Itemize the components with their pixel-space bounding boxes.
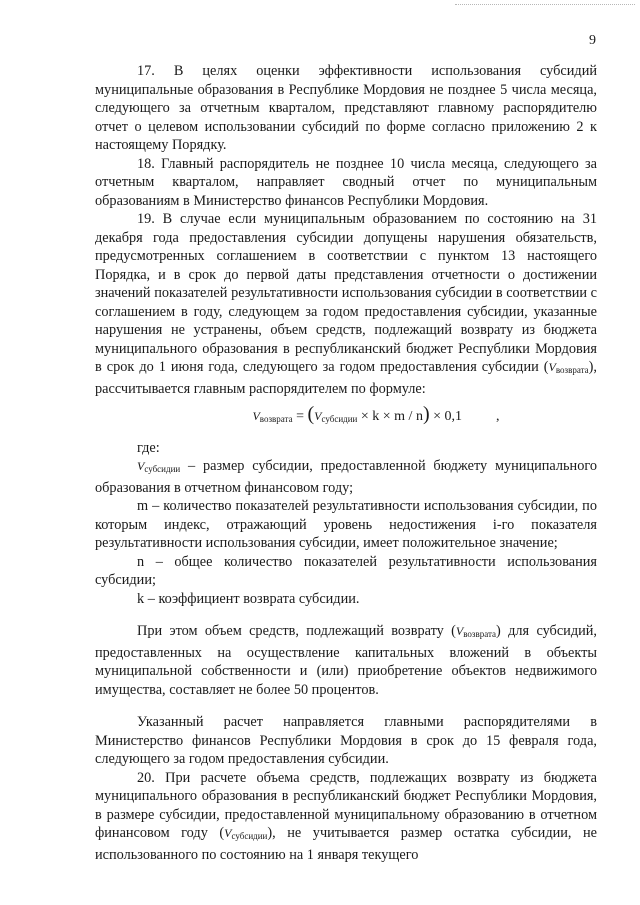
definition-m: m – количество показателей результативности использования субсидии, по которым индекс, отражающий уровень недостижения i-го показателя результативности использования субсидии, имеет положительное значение; <box>95 498 597 551</box>
formula-sub-return: возврата <box>259 414 293 424</box>
paragraph-18: 18. Главный распорядитель не позднее 10 числа месяца, следующего за отчетным кварталом, направляет сводный отчет по муниципальным образованиям в Министерство финансов Республики Мордовия. <box>95 155 597 209</box>
formula-eq: = <box>292 409 308 424</box>
definition-v-subsidy: $V_{субсидии}$ – размер субсидии, предоставленной бюджету муниципального образования в отчетном финансовом году; <box>95 458 597 496</box>
formula-v: V <box>252 409 260 423</box>
paragraph-19-text: 19. В случае если муниципальным образованием по состоянию на 31 декабря года предоставления субсидии допущены нарушения обязательств, предусмотренных соглашением в соответствии с пунктом 13 настоящего Порядка, и в срок до первой даты представления отчетности о достижении значений показателей результативности использования субсидии в соответствии с соглашением в году, следующем за годом предоставления субсидии, указанные нарушения не устранены, объем средств, подлежащий возврату из бюджета муниципального образования в республиканский бюджет Республики Мордовия в срок до 1 июня года, следующего за годом предоставления субсидии <box>95 211 597 375</box>
paragraph-capital-investment: При этом объем средств, подлежащий возврату $(V_{возврата})$ для субсидий, предоставленных на осуществление капитальных вложений в объекты муниципальной собственности и (или) приобретение объектов недвижимого имущества, составляет не более 50 процентов. <box>95 623 597 698</box>
spacer <box>95 608 597 622</box>
return-formula <box>95 404 597 429</box>
paragraph-20: 20. При расчете объема средств, подлежащих возврату из бюджета муниципального образования в республиканский бюджет Республики Мордовия, в размере субсидии, предоставленной муниципальному образованию в отчетном финансовом году $(V_{субсидии})$, не учитывается размер остатка субсидии, не использованного по состоянию на 1 января текущего <box>95 769 598 863</box>
formula-mid: × k × m / n <box>357 409 423 424</box>
formula-rparen: ) <box>422 403 430 425</box>
definition-k: k – коэффициент возврата субсидии. <box>137 590 360 607</box>
paragraph-17: 17. В целях оценки эффективности использования субсидий муниципальные образования в Республике Мордовия не позднее 5 числа месяца, следующего за отчетным кварталом, представляют главному распорядителю отчет о целевом использовании субсидий по форме согласно приложению 2 к настоящему Порядку. <box>95 63 597 153</box>
scan-artifact <box>455 4 635 8</box>
formula-v2: V <box>314 409 322 423</box>
page-number: 9 <box>589 33 596 48</box>
paragraph-calculation: Указанный расчет направляется главными распорядителями в Министерство финансов Республики Мордовия в срок до 15 февраля года, следующего за годом предоставления субсидии. <box>95 714 597 767</box>
inline-v-return: $(V_{возврата})$ <box>543 359 594 375</box>
where-label: где: <box>137 439 160 456</box>
paragraph-19 <box>95 210 597 398</box>
definition-n: n – общее количество показателей результативности использования субсидии; <box>95 553 597 588</box>
formula-sub-subsidy: субсидии <box>321 414 358 424</box>
formula-comma: , <box>496 409 500 424</box>
spacer <box>95 699 597 713</box>
paragraph-19-tail: , рассчитывается главным распорядителем по формуле: <box>95 359 597 397</box>
document-body <box>95 62 597 864</box>
formula-tail: × 0,1 <box>429 409 463 424</box>
formula-lparen: ( <box>307 403 315 425</box>
